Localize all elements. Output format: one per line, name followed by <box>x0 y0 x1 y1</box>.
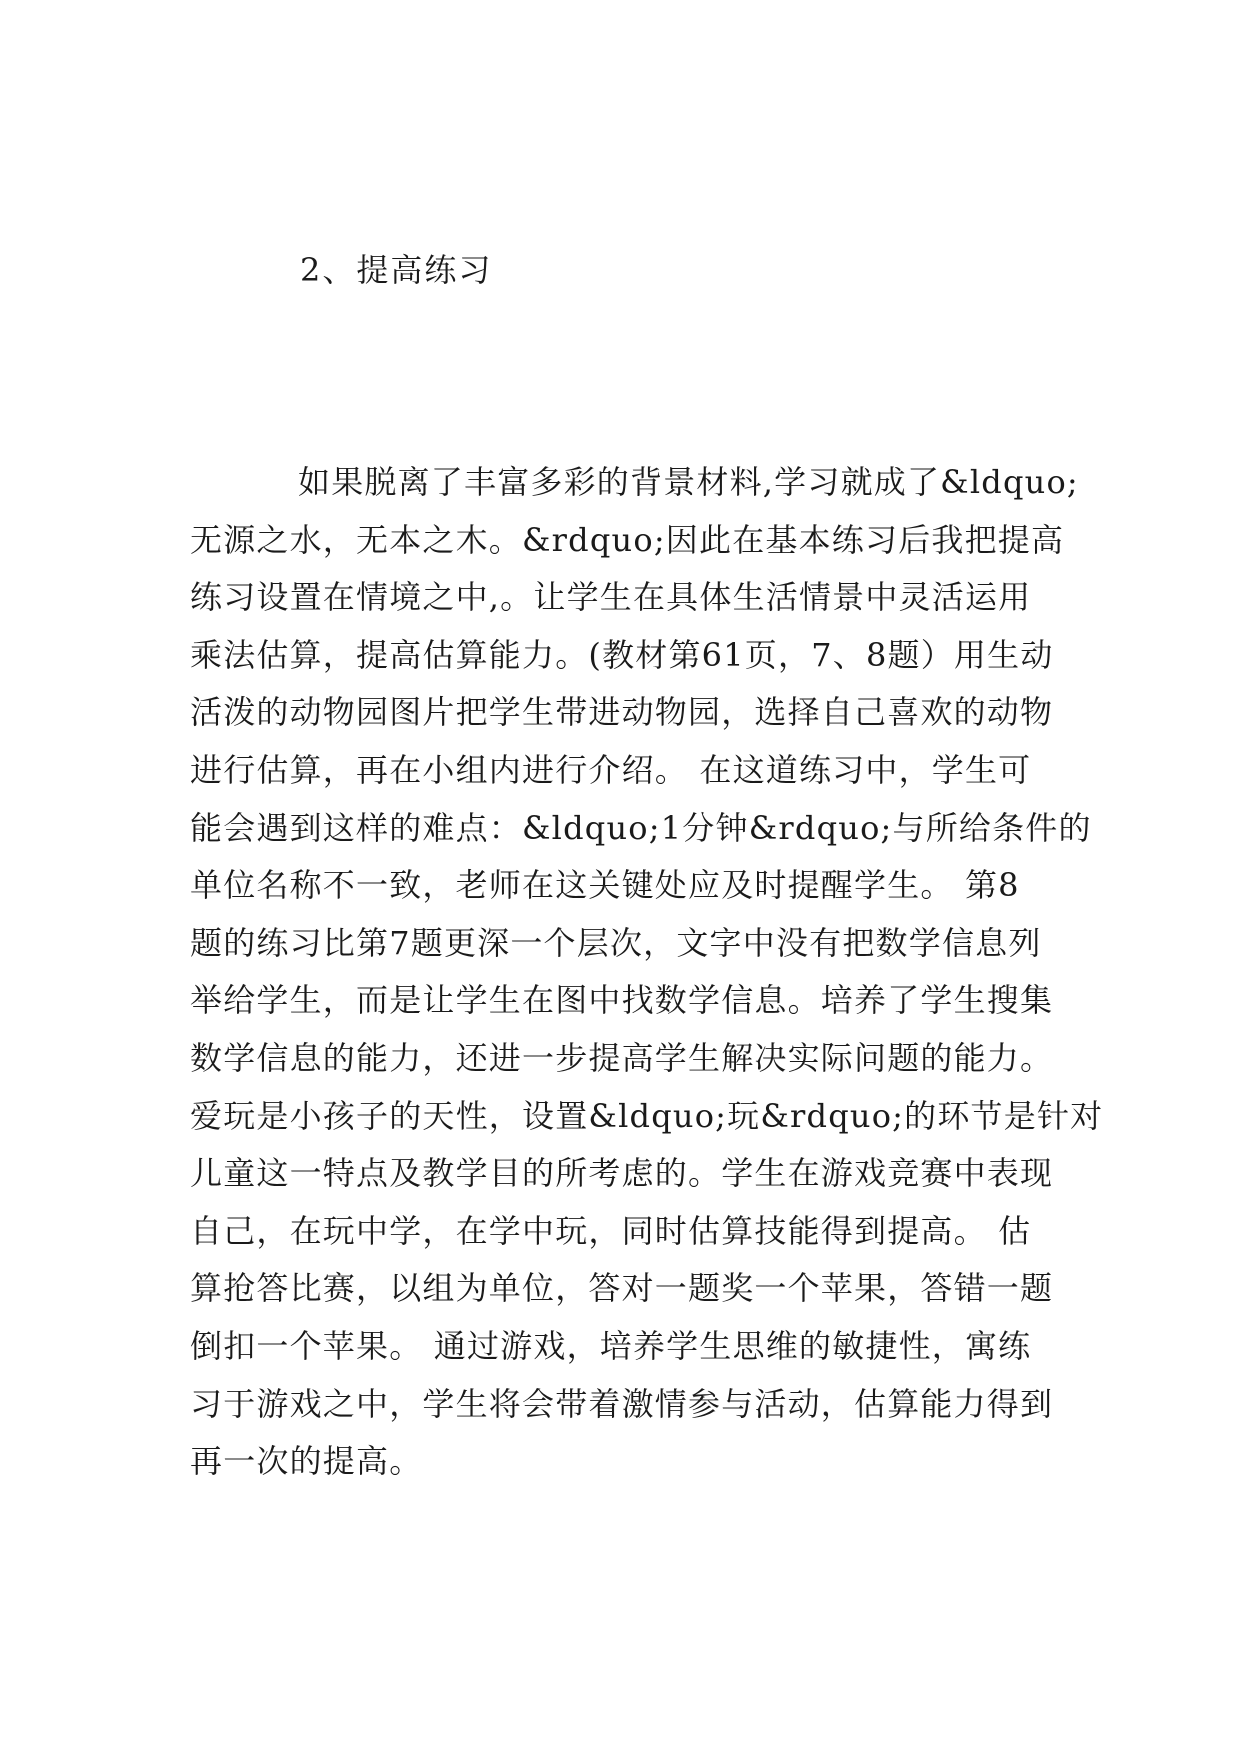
body-paragraph <box>190 454 1104 1491</box>
paragraph-line: 能会遇到这样的难点：&ldquo;1分钟&rdquo;与所给条件的 <box>190 808 1092 847</box>
paragraph-line: 如果脱离了丰富多彩的背景材料,学习就成了&ldquo; <box>298 463 1079 501</box>
paragraph-line: 练习设置在情境之中,。让学生在具体生活情景中灵活运用 <box>190 578 1032 617</box>
paragraph-line: 自己，在玩中学，在学中玩，同时估算技能得到提高。 估 <box>190 1211 1032 1250</box>
paragraph-line: 单位名称不一致，老师在这关键处应及时提醒学生。 第8 <box>190 866 1020 905</box>
paragraph-line: 进行估算，再在小组内进行介绍。 在这道练习中，学生可 <box>190 750 1032 789</box>
paragraph-line: 举给学生，而是让学生在图中找数学信息。培养了学生搜集 <box>190 981 1054 1020</box>
section-heading: 2、提高练习 <box>300 251 493 289</box>
paragraph-line: 算抢答比赛，以组为单位，答对一题奖一个苹果，答错一题 <box>190 1269 1054 1308</box>
paragraph-line: 题的练习比第7题更深一个层次，文字中没有把数学信息列 <box>190 923 1042 962</box>
paragraph-line: 习于游戏之中，学生将会带着激情参与活动，估算能力得到 <box>190 1384 1054 1423</box>
paragraph-line: 无源之水，无本之木。&rdquo;因此在基本练习后我把提高 <box>190 520 1065 559</box>
paragraph-line: 儿童这一特点及教学目的所考虑的。学生在游戏竞赛中表现 <box>190 1154 1054 1193</box>
paragraph-line: 乘法估算，提高估算能力。(教材第61页，7、8题）用生动 <box>190 635 1054 674</box>
paragraph-line: 倒扣一个苹果。 通过游戏，培养学生思维的敏捷性，寓练 <box>190 1326 1032 1365</box>
paragraph-line: 爱玩是小孩子的天性，设置&ldquo;玩&rdquo;的环节是针对 <box>190 1096 1104 1135</box>
paragraph-line: 数学信息的能力，还进一步提高学生解决实际问题的能力。 <box>190 1038 1054 1077</box>
paragraph-line: 再一次的提高。 <box>190 1442 423 1481</box>
paragraph-line: 活泼的动物园图片把学生带进动物园，选择自己喜欢的动物 <box>190 693 1054 732</box>
